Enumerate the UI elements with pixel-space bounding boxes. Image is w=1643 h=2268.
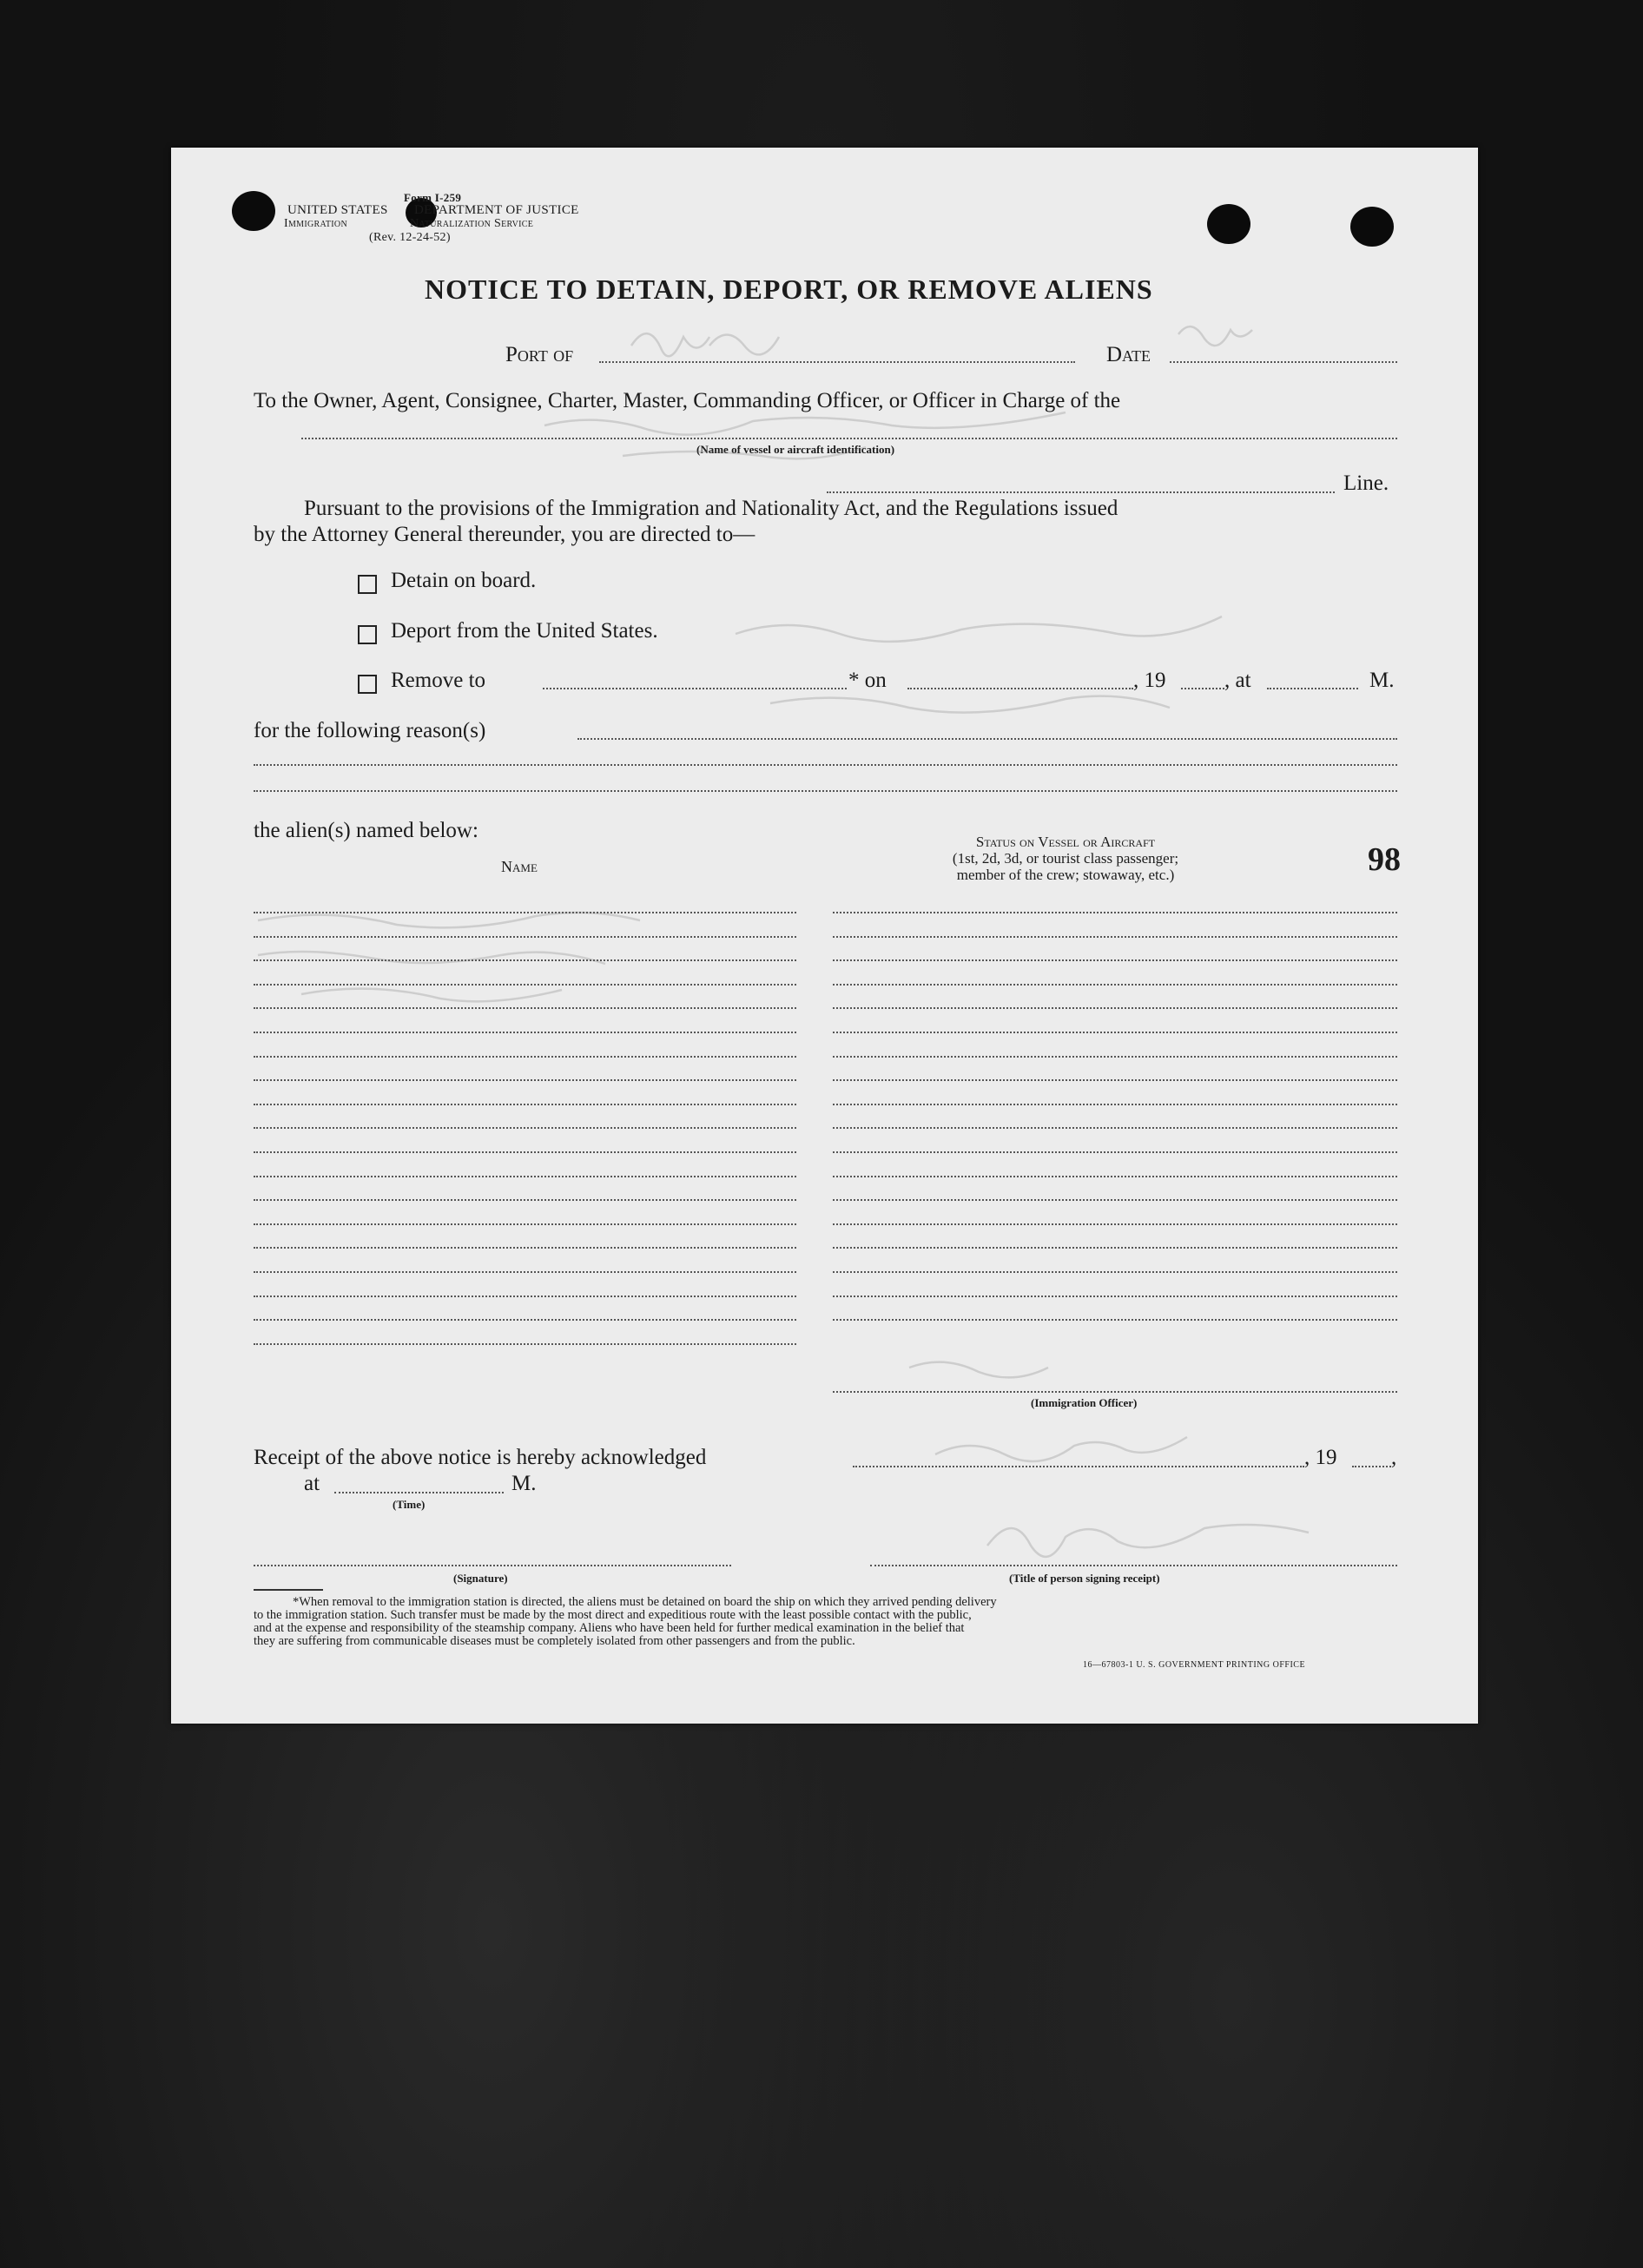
remove-label: Remove to: [391, 669, 486, 692]
footnote-line-2: to the immigration station. Such transfer must be made by the most direct and expeditious route with the least possible contact with the public,: [254, 1608, 972, 1622]
receipt-label: Receipt of the above notice is hereby acknowledged: [254, 1446, 707, 1469]
time-caption: (Time): [393, 1498, 426, 1511]
vessel-caption: (Name of vessel or aircraft identification): [696, 443, 895, 456]
status-header-line-2: (1st, 2d, 3d, or tourist class passenger;: [952, 850, 1179, 867]
receipt-year-prefix: , 19: [1304, 1446, 1337, 1469]
year-prefix: , 19: [1133, 669, 1166, 692]
on-label: * on: [848, 669, 887, 692]
status-header-title: Status on Vessel or Aircraft: [975, 834, 1156, 850]
port-label: Port of: [505, 343, 574, 366]
pursuant-line-1: Pursuant to the provisions of the Immigration and Nationality Act, and the Regulations issued: [304, 497, 1118, 520]
reason-label: for the following reason(s): [254, 719, 486, 742]
bleed-through-marks: [171, 148, 1478, 1724]
receipt-comma: ,: [1391, 1446, 1397, 1469]
pursuant-line-2: by the Attorney General thereunder, you are directed to—: [254, 523, 756, 546]
header-form-number: Form I-259: [404, 191, 462, 204]
name-column-header: Name: [501, 858, 538, 875]
header-naturalization: Naturalization Service: [410, 217, 534, 230]
header-united-states: UNITED STATES: [287, 203, 388, 217]
footnote-line-3: and at the expense and responsibility of the steamship company. Aliens who have been held for further medical examination in the belief that: [254, 1621, 965, 1635]
form-sheet: [171, 148, 1478, 1724]
m-label: M.: [1369, 669, 1395, 692]
stamp-number: 98: [1368, 841, 1401, 878]
receipt-at-label: at: [304, 1472, 320, 1495]
printer-imprint: 16—67803-1 U. S. GOVERNMENT PRINTING OFFICE: [1083, 1660, 1306, 1670]
signature-caption: (Signature): [453, 1572, 508, 1585]
aliens-label: the alien(s) named below:: [254, 819, 478, 842]
status-header-line-3: member of the crew; stowaway, etc.): [956, 867, 1175, 883]
title-caption: (Title of person signing receipt): [1009, 1572, 1160, 1585]
footnote-line-1: *When removal to the immigration station is directed, the aliens must be detained on board the ship on which they arrived pending delivery: [293, 1595, 997, 1609]
header-immigration: Immigration: [284, 217, 347, 230]
officer-caption: (Immigration Officer): [1031, 1396, 1138, 1409]
header-department: DEPARTMENT OF JUSTICE: [414, 203, 579, 217]
footnote-line-4: they are suffering from communicable diseases must be completely isolated from other passengers and from the public.: [254, 1634, 855, 1648]
addressee-line: To the Owner, Agent, Consignee, Charter, Master, Commanding Officer, or Officer in Charge of the: [254, 389, 1121, 412]
deport-label: Deport from the United States.: [391, 619, 658, 643]
line-label: Line.: [1343, 471, 1389, 495]
detain-label: Detain on board.: [391, 569, 537, 592]
header-revision: (Rev. 12-24-52): [369, 231, 451, 244]
form-title: NOTICE TO DETAIN, DEPORT, OR REMOVE ALIENS: [425, 274, 1153, 305]
receipt-m-label: M.: [511, 1472, 537, 1495]
date-label: Date: [1106, 343, 1151, 366]
at-label: , at: [1224, 669, 1251, 692]
